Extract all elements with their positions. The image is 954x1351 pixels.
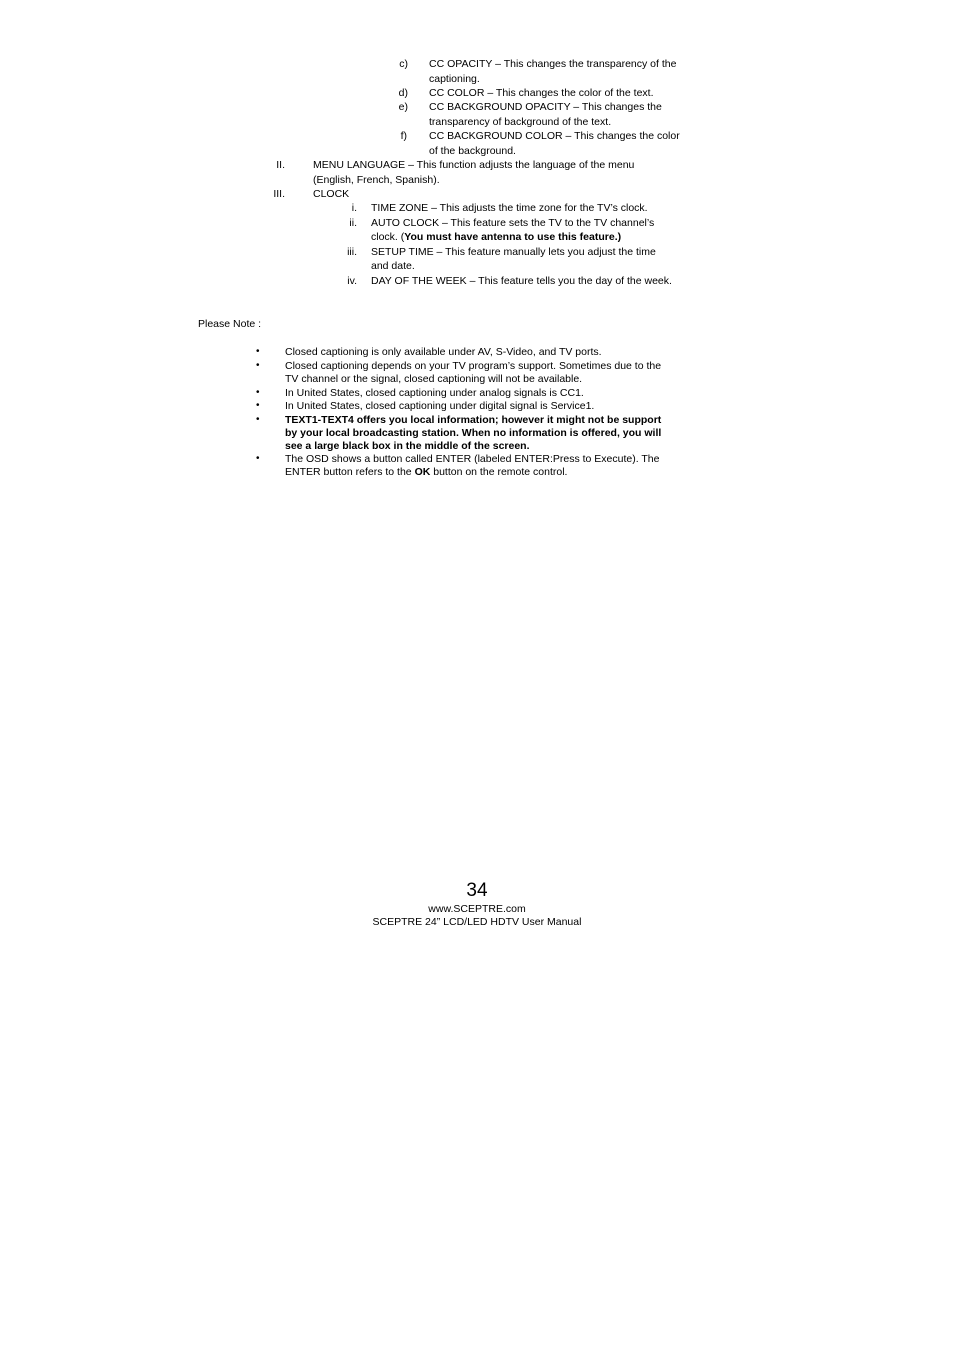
item-text-line bbox=[371, 230, 621, 244]
note-text-prefix: ENTER button refers to the bbox=[285, 466, 415, 478]
item-text-line: SETUP TIME – This feature manually lets you adjust the time bbox=[371, 246, 656, 258]
item-text-line: CC COLOR – This changes the color of the text. bbox=[429, 87, 654, 99]
item-text-line: CC OPACITY – This changes the transparency of the bbox=[429, 58, 677, 70]
item-marker: iv. bbox=[347, 275, 357, 287]
bullet-icon: • bbox=[256, 414, 260, 425]
page-number: 34 bbox=[466, 880, 488, 901]
menu-language-text: (English, French, Spanish). bbox=[313, 174, 440, 186]
antenna-requirement-note: You must have antenna to use this feature.) bbox=[404, 231, 622, 243]
note-text-suffix: button on the remote control. bbox=[430, 466, 568, 478]
note-text: The OSD shows a button called ENTER (labeled ENTER:Press to Execute). The bbox=[285, 453, 660, 465]
item-marker: iii. bbox=[347, 246, 357, 258]
item-marker: i. bbox=[351, 202, 357, 214]
item-marker: f) bbox=[400, 130, 407, 142]
note-text: TV channel or the signal, closed captioning will not be available. bbox=[285, 373, 583, 385]
item-marker: e) bbox=[398, 101, 408, 113]
item-text-line: AUTO CLOCK – This feature sets the TV to the TV channel’s bbox=[371, 217, 655, 229]
please-note-heading: Please Note : bbox=[198, 318, 262, 330]
section-marker: II. bbox=[276, 159, 285, 171]
item-marker: ii. bbox=[349, 217, 357, 229]
clock-heading: CLOCK bbox=[313, 188, 350, 200]
note-text: Closed captioning depends on your TV program’s support. Sometimes due to the bbox=[285, 360, 662, 372]
bullet-icon: • bbox=[256, 453, 260, 464]
item-text-line: and date. bbox=[371, 260, 415, 272]
ok-button-label: OK bbox=[414, 466, 431, 478]
item-text-line: CC BACKGROUND OPACITY – This changes the bbox=[429, 101, 662, 113]
note-text: In United States, closed captioning under analog signals is CC1. bbox=[285, 387, 584, 399]
item-marker: d) bbox=[398, 87, 408, 99]
footer-manual-title: SCEPTRE 24” LCD/LED HDTV User Manual bbox=[372, 916, 582, 928]
section-marker: III. bbox=[273, 188, 285, 200]
item-text-line: TIME ZONE – This adjusts the time zone for the TV’s clock. bbox=[371, 202, 648, 214]
bullet-icon: • bbox=[256, 387, 260, 398]
item-text-line: of the background. bbox=[429, 145, 516, 157]
note-text-bold: see a large black box in the middle of the screen. bbox=[285, 440, 530, 452]
note-text bbox=[285, 465, 567, 479]
note-text-bold: by your local broadcasting station. When no information is offered, you will bbox=[285, 427, 662, 439]
bullet-icon: • bbox=[256, 360, 260, 371]
bullet-icon: • bbox=[256, 400, 260, 411]
note-text: Closed captioning is only available under AV, S-Video, and TV ports. bbox=[285, 346, 602, 358]
bullet-icon: • bbox=[256, 346, 260, 357]
footer-website: www.SCEPTRE.com bbox=[428, 903, 526, 915]
item-text-line: CC BACKGROUND COLOR – This changes the color bbox=[429, 130, 680, 142]
item-text-prefix: clock. ( bbox=[371, 231, 405, 243]
menu-language-text: MENU LANGUAGE – This function adjusts the language of the menu bbox=[313, 159, 635, 171]
item-marker: c) bbox=[399, 58, 408, 70]
item-text-line: transparency of background of the text. bbox=[429, 116, 612, 128]
item-text-line: captioning. bbox=[429, 73, 480, 85]
item-text-line: DAY OF THE WEEK – This feature tells you the day of the week. bbox=[371, 275, 672, 287]
note-text: In United States, closed captioning under digital signal is Service1. bbox=[285, 400, 595, 412]
note-text-bold: TEXT1-TEXT4 offers you local information; however it might not be support bbox=[285, 414, 662, 426]
